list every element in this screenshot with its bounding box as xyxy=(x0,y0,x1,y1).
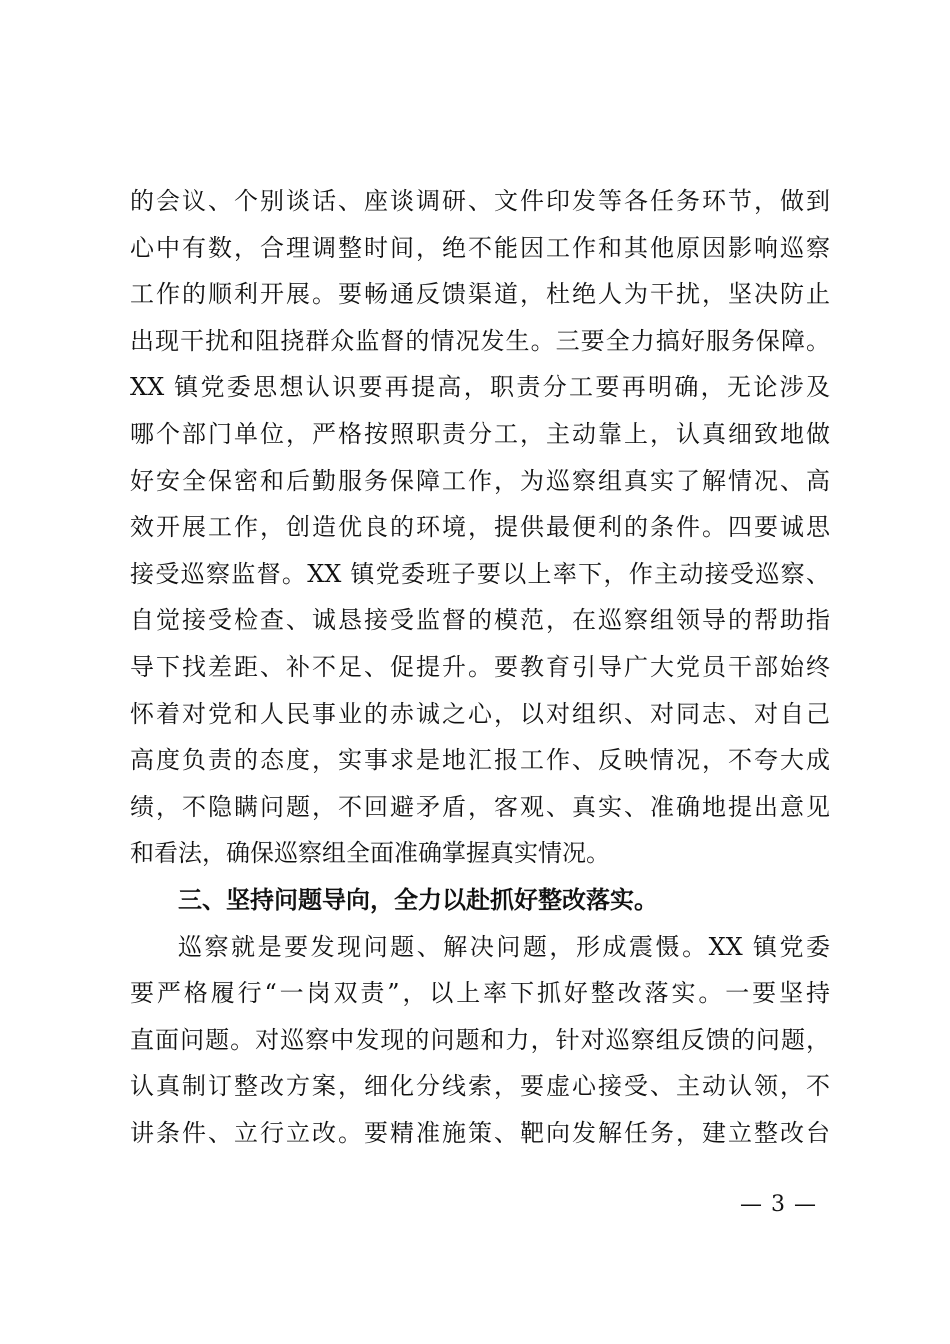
text-line: 巡察就是要发现问题、解决问题，形成震慑。XX 镇党委 xyxy=(178,932,830,961)
text-line: 工作的顺利开展。要畅通反馈渠道，杜绝人为干扰，坚决防止 xyxy=(130,280,830,309)
text-line: 高度负责的态度，实事求是地汇报工作、反映情况，不夸大成 xyxy=(130,746,830,775)
text-line: 自觉接受检查、诚恳接受监督的模范，在巡察组领导的帮助指 xyxy=(130,606,830,635)
text-line: 要严格履行“一岗双责”，以上率下抓好整改落实。一要坚持 xyxy=(130,979,830,1008)
section-heading: 三、坚持问题导向，全力以赴抓好整改落实。 xyxy=(178,885,658,914)
text-line: 心中有数，合理调整时间，绝不能因工作和其他原因影响巡察 xyxy=(130,233,830,262)
document-body xyxy=(130,178,830,1156)
text-line: 效开展工作，创造优良的环境，提供最便利的条件。四要诚思 xyxy=(130,513,830,542)
text-line: 认真制订整改方案，细化分线索，要虚心接受、主动认领，不 xyxy=(130,1072,830,1101)
text-line: 导下找差距、补不足、促提升。要教育引导广大党员干部始终 xyxy=(130,652,830,681)
text-line: 好安全保密和后勤服务保障工作，为巡察组真实了解情况、高 xyxy=(130,466,830,495)
text-line: 哪个部门单位，严格按照职责分工，主动靠上，认真细致地做 xyxy=(130,419,830,448)
paragraph-continued xyxy=(130,178,830,877)
text-line: 讲条件、立行立改。要精准施策、靶向发解任务，建立整改台 xyxy=(130,1118,830,1147)
text-line: 的会议、个别谈话、座谈调研、文件印发等各任务环节，做到 xyxy=(130,187,830,215)
text-line: 怀着对党和人民事业的赤诚之心，以对组织、对同志、对自己 xyxy=(130,699,830,728)
page-number: — 3 — xyxy=(740,1192,817,1217)
paragraph-section-three xyxy=(130,924,830,1157)
text-line: 出现干扰和阻挠群众监督的情况发生。三要全力搞好服务保障。 xyxy=(130,326,830,355)
text-line: XX 镇党委思想认识要再提高，职责分工要再明确，无论涉及 xyxy=(130,373,830,402)
text-line: 和看法，确保巡察组全面准确掌握真实情况。 xyxy=(130,839,610,868)
text-line: 直面问题。对巡察中发现的问题和力，针对巡察组反馈的问题， xyxy=(130,1025,830,1054)
text-line: 接受巡察监督。XX 镇党委班子要以上率下，作主动接受巡察、 xyxy=(130,559,830,588)
text-line: 绩，不隐瞒问题，不回避矛盾，客观、真实、准确地提出意见 xyxy=(130,792,830,821)
